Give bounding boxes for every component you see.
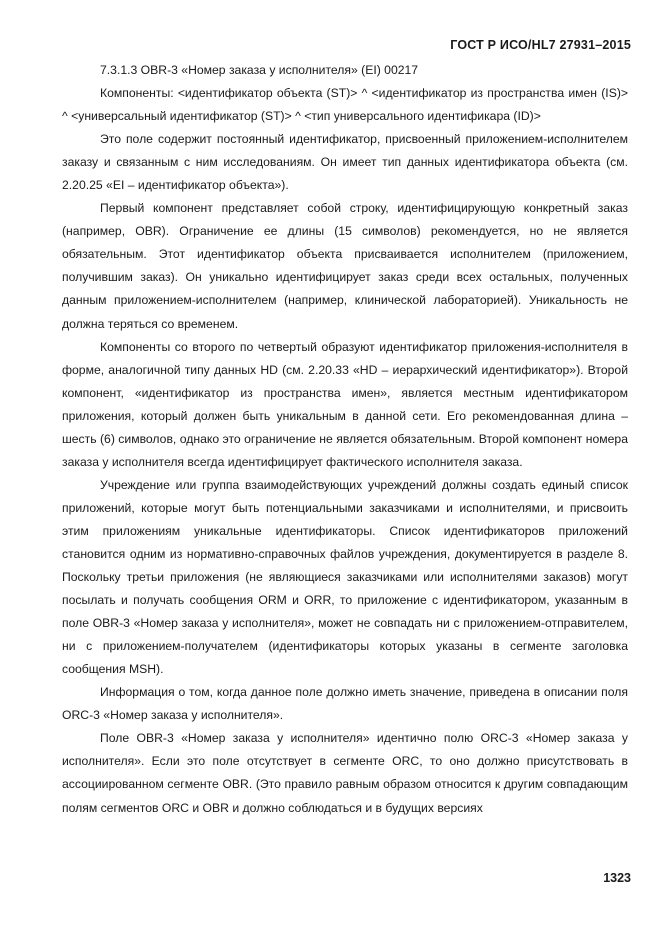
paragraph-application-list: Учреждение или группа взаимодействующих учреждений должны создать единый список приложений, которые могут быть потенциальными заказчиками и исполнителями, и присвоить этим приложениям уникальные идентификаторы. Список идентификаторов приложений становится одним из нормативно-справочных файлов учреждения, документируется в разделе 8. Поскольку третьи приложения (не являющиеся заказчиками или исполнителями заказов) могут посылать и получать сообщения ORM и ORR, то приложение с идентификатором, указанным в поле OBR-3 «Номер заказа у исполнителя», может не совпадать ни с приложением-отправителем, ни с приложением-получателем (идентификаторы которых указаны в сегменте заголовка сообщения MSH). bbox=[62, 477, 628, 677]
paragraph-components-two-to-four: Компоненты со второго по четвертый образуют идентификатор приложения-исполнителя в форме, аналогичной типу данных HD (см. 2.20.33 «HD – иерархический идентификатор»). Второй компонент, «идентификатор из пространства имен», является местным идентификатором приложения, который должен быть уникальным в данной сети. Его рекомендованная длина – шесть (6) символов, однако это ограничение не является обязательным. Второй компонент номера заказа у исполнителя всегда идентифицирует фактического исполнителя заказа. bbox=[62, 339, 628, 469]
section-heading: 7.3.1.3 OBR-3 «Номер заказа у исполнителя» (EI) 00217 bbox=[100, 63, 419, 77]
paragraph-identical-field: Поле OBR-3 «Номер заказа у исполнителя» идентично полю ORC-3 «Номер заказа у исполнителя». Если это поле отсутствует в сегменте ORC, то оно должно присутствовать в ассоциированном сегменте OBR. (Это правило равным образом относится к другим совпадающим полям сегментов ORC и OBR и должно соблюдаться и в будущих версиях bbox=[62, 731, 628, 815]
paragraph-field-description: Это поле содержит постоянный идентификатор, присвоенный приложением-исполнителем заказу и связанным с ним исследованиям. Он имеет тип данных идентификатора объекта (см. 2.20.25 «EI – идентификатор объекта»). bbox=[62, 132, 628, 193]
standard-header: ГОСТ Р ИСО/HL7 27931–2015 bbox=[450, 38, 631, 52]
paragraph-when-valued: Информация о том, когда данное поле должно иметь значение, приведена в описании поля ORC-3 «Номер заказа у исполнителя». bbox=[62, 685, 628, 723]
page-number: 1323 bbox=[603, 871, 631, 885]
body-text bbox=[62, 59, 628, 820]
paragraph-first-component: Первый компонент представляет собой строку, идентифицирующую конкретный заказ (например, OBR). Ограничение ее длины (15 символов) рекомендуется, но не является обязательным. Этот идентификатор объекта присваивается исполнителем (приложением, получившим заказ). Он уникально идентифицирует заказ среди всех остальных, полученных данным приложением-исполнителем (например, клинической лабораторией). Уникальность не должна теряться со временем. bbox=[62, 201, 628, 331]
paragraph-components: Компоненты: <идентификатор объекта (ST)> ^ <идентификатор из пространства имен (IS)> ^ <универсальный идентификатор (ST)> ^ <тип универсального идентификара (ID)> bbox=[62, 86, 628, 124]
